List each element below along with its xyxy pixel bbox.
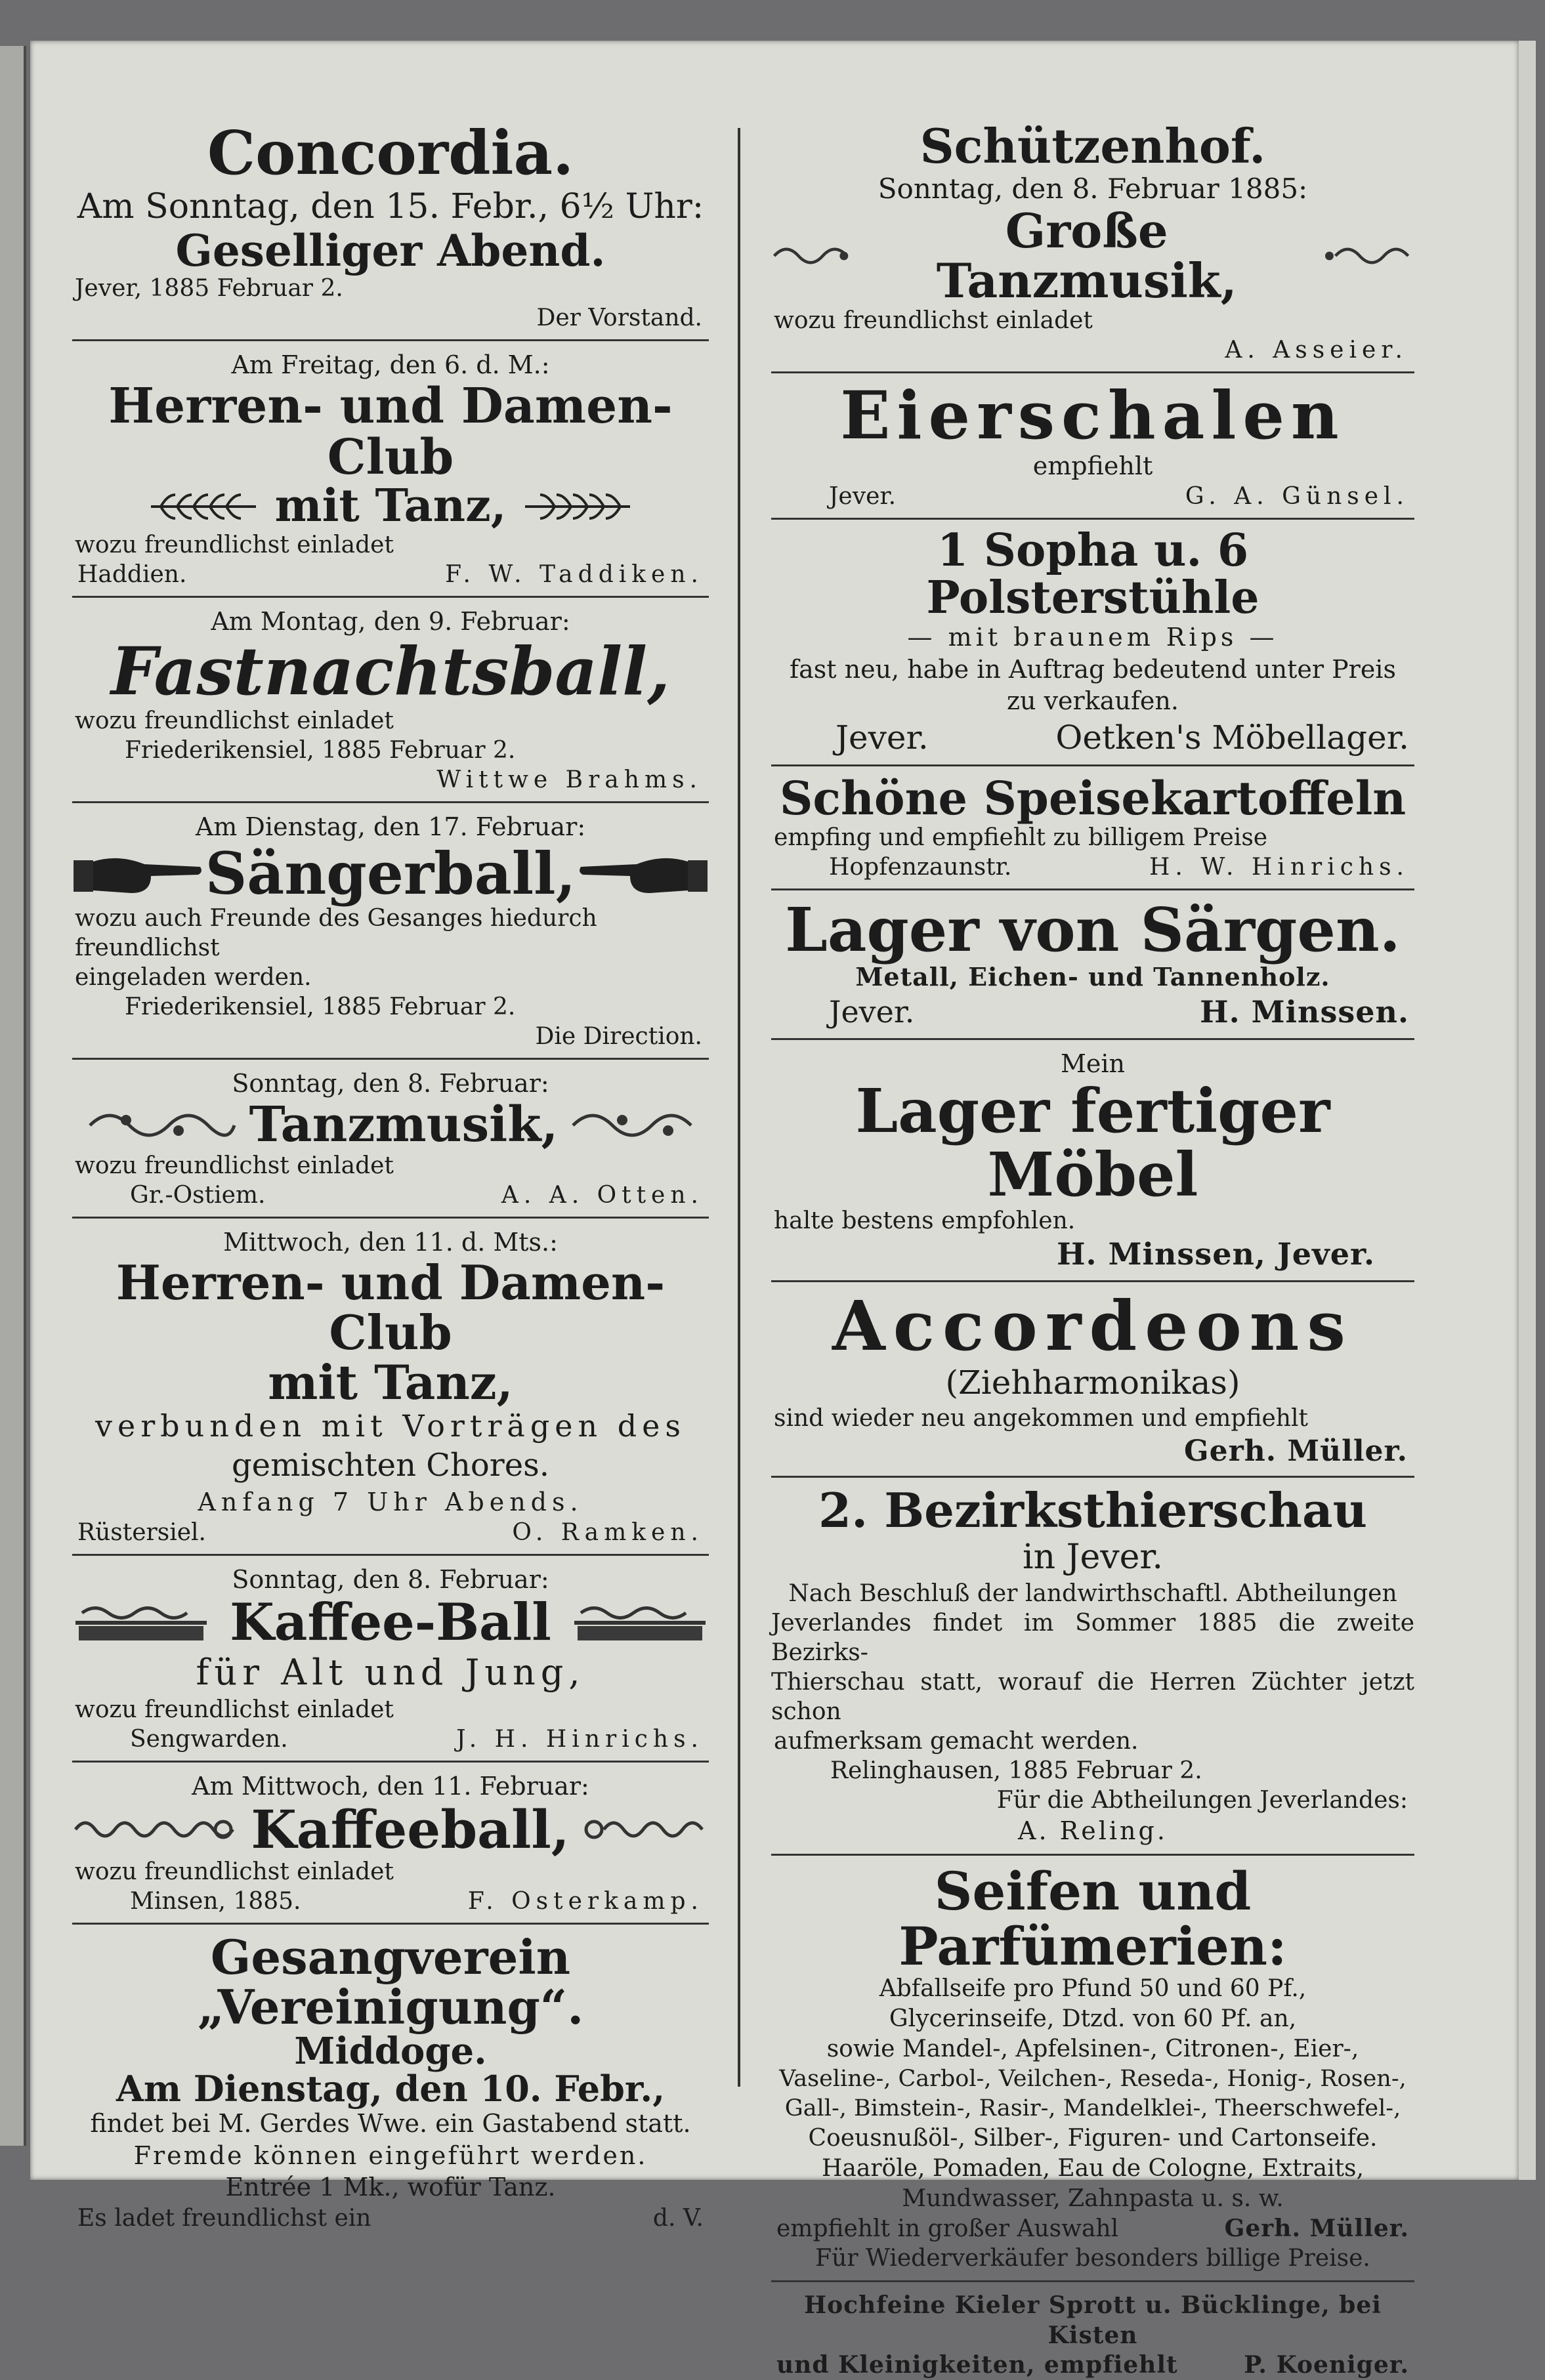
book-spine [0, 46, 26, 2146]
rule [72, 1923, 709, 1925]
ad-line: Glycerinseife, Dtzd. von 60 Pf. an, [889, 2005, 1297, 2032]
rule [771, 888, 1414, 890]
column-divider [738, 128, 740, 2087]
ad-text: Fremde können eingeführt werden. [133, 2140, 648, 2170]
ad-accordeons [771, 1285, 1414, 1469]
ad-event: Große Tanzmusik, [936, 203, 1237, 308]
rule [72, 1761, 709, 1763]
ad-date: Sonntag, den 8. Februar 1885: [878, 172, 1308, 205]
ad-text: eingeladen werden. [75, 964, 312, 992]
ad-title: Gesangverein „Vereinigung“. [197, 1929, 584, 2035]
ad-signature: H. Minssen. [1200, 994, 1409, 1030]
ad-line: Mundwasser, Zahnpasta u. s. w. [902, 2184, 1284, 2212]
ad-date: Am Dienstag, den 17. Februar: [195, 812, 586, 842]
ad-line: Vaseline-, Carbol-, Veilchen-, Reseda-, Honig-, Rosen-, [779, 2066, 1407, 2093]
rule [771, 2280, 1414, 2282]
ad-seifen [771, 1860, 1414, 2274]
ad-line: Für Wiederverkäufer besonders billige Preise. [815, 2244, 1370, 2272]
ad-text: findet bei M. Gerdes Wwe. ein Gastabend statt. [90, 2109, 691, 2139]
ad-text: Thierschau statt, worauf die Herren Züchter jetzt schon [771, 1669, 1414, 1726]
ad-sub: mit Tanz, [268, 1354, 513, 1410]
ad-title: Herren- und Damen-Club [116, 1255, 666, 1360]
ad-title: Kaffee-Ball [230, 1592, 551, 1652]
ad-place-date: Friederikensiel, 1885 Februar 2. [125, 737, 516, 764]
ad-fastnachtsball [72, 606, 709, 795]
ad-title: Kaffeeball, [251, 1799, 570, 1861]
ad-signature: A. A. Otten. [501, 1181, 704, 1209]
ad-eierschalen [771, 376, 1414, 512]
ad-title: Sängerball, [205, 839, 576, 908]
ad-signature: H. Minssen, Jever. [1057, 1236, 1375, 1272]
right-column [771, 118, 1414, 2380]
ad-text: aufmerksam gemacht werden. [774, 1728, 1139, 1755]
rule [771, 1280, 1414, 1282]
ad-invite: wozu freundlichst einladet [75, 1152, 394, 1179]
ad-sub: in Jever. [1022, 1537, 1164, 1577]
flourish-right-icon [570, 1106, 694, 1145]
ad-title: Lager fertiger Möbel [855, 1075, 1330, 1210]
ad-date: Am Montag, den 9. Februar: [211, 606, 570, 636]
ad-signature: F. W. Taddiken. [445, 560, 704, 588]
ad-line: empfiehlt in großer Auswahl [776, 2215, 1119, 2242]
ad-signature: J. H. Hinrichs. [456, 1725, 704, 1753]
rule [771, 371, 1414, 373]
ad-schuetzenhof [771, 118, 1414, 365]
rule [72, 801, 709, 803]
ad-kaffeeball [72, 1770, 709, 1917]
ad-place: Haddien. [77, 560, 187, 588]
ad-sub: (Ziehharmonikas) [945, 1364, 1240, 1402]
ad-signature: F. Osterkamp. [467, 1888, 704, 1915]
ad-speisekartoffeln [771, 771, 1414, 882]
ad-date: Am Freitag, den 6. d. M.: [231, 350, 550, 380]
rule [771, 1476, 1414, 1478]
ad-date: Sonntag, den 8. Februar: [232, 1565, 549, 1595]
ad-invite: wozu freundlichst einladet [75, 531, 394, 558]
ad-place: Jever. [829, 994, 915, 1030]
ad-invite: wozu freundlichst einladet [774, 306, 1093, 334]
page-edge [1516, 41, 1536, 2180]
rule [771, 764, 1414, 766]
ad-text: Es ladet freundlichst ein [77, 2204, 371, 2232]
ad-place-date: Jever, 1885 Februar 2. [75, 275, 343, 303]
ad-signature: Gerh. Müller. [1224, 2214, 1409, 2242]
ad-place: Minsen, 1885. [130, 1888, 301, 1915]
ad-text: empfing und empfiehlt zu billigem Preise [774, 824, 1268, 851]
ad-place: Rüstersiel. [77, 1519, 206, 1547]
ad-gesangverein [72, 1929, 709, 2233]
ad-title: Seifen und Parfümerien: [899, 1860, 1287, 1977]
ad-place: Hopfenzaunstr. [829, 853, 1012, 881]
ad-line: verbunden mit Vorträgen des [95, 1408, 687, 1444]
rule [771, 1854, 1414, 1856]
ad-text: fast neu, habe in Auftrag bedeutend unter Preis [790, 654, 1396, 684]
ad-club-haddien [72, 349, 709, 589]
scroll-left-icon [72, 1813, 243, 1846]
ad-text: wozu auch Freunde des Gesanges hiedurch freundlichst [75, 905, 597, 962]
rule [72, 339, 709, 341]
ad-signature: Gerh. Müller. [1184, 1434, 1408, 1469]
ad-text: Entrée 1 Mk., wofür Tanz. [225, 2173, 556, 2202]
ad-date: Am Dienstag, den 10. Febr., [116, 2068, 665, 2110]
ad-text: sind wieder neu angekommen und empfiehlt [774, 1405, 1308, 1432]
ad-title: Herren- und Damen-Club [108, 378, 673, 486]
rule [72, 1217, 709, 1219]
flourish-left-icon [771, 240, 856, 272]
ad-sub: — mit braunem Rips — [907, 622, 1279, 652]
ad-signature: Oetken's Möbellager. [1055, 718, 1409, 757]
ad-line: Anfang 7 Uhr Abends. [198, 1487, 583, 1516]
rule [771, 518, 1414, 520]
ad-text: zu verkaufen. [1007, 686, 1179, 716]
laurel-left-icon [148, 490, 259, 523]
ad-line: Coeusnußöl-, Silber-, Figuren- und Cartonseife. [808, 2124, 1378, 2152]
ad-sprott [771, 2290, 1414, 2380]
left-column [72, 117, 709, 2233]
ad-signature: O. Ramken. [512, 1519, 704, 1547]
ad-text: halte bestens empfohlen. [774, 1207, 1076, 1235]
ad-date: Am Mittwoch, den 11. Februar: [192, 1771, 589, 1801]
ad-place: Middoge. [294, 2029, 487, 2073]
ad-sub: Metall, Eichen- und Tannenholz. [855, 962, 1330, 992]
ad-place-date: Friederikensiel, 1885 Februar 2. [125, 993, 516, 1021]
ad-signature: H. W. Hinrichs. [1149, 853, 1409, 881]
ad-kaffee-ball [72, 1564, 709, 1754]
ad-line: Gall-, Bimstein-, Rasir-, Mandelklei-, Theerschwefel-, [784, 2095, 1401, 2121]
ad-sopha [771, 524, 1414, 758]
flourish-right-icon [1317, 240, 1414, 272]
ad-signature: A. Asseier. [1225, 336, 1408, 364]
ad-pre: Mein [1060, 1049, 1126, 1078]
ad-date: Am Sonntag, den 15. Febr., 6½ Uhr: [77, 186, 704, 226]
ad-place: Sengwarden. [130, 1725, 288, 1753]
ad-title: Concordia. [207, 117, 574, 188]
ad-title: Schützenhof. [920, 118, 1266, 174]
ad-text: Jeverlandes findet im Sommer 1885 die zweite Bezirks- [771, 1610, 1414, 1667]
rule [72, 596, 709, 598]
ad-sub: mit Tanz, [274, 480, 507, 533]
ad-signature: G. A. Günsel. [1185, 483, 1409, 511]
rule [72, 1554, 709, 1556]
ad-title: 2. Bezirksthierschau [818, 1482, 1367, 1539]
ad-title: Tanzmusik, [249, 1096, 559, 1154]
ad-club-ruestersiel [72, 1226, 709, 1547]
ad-title: 1 Sopha u. 6 Polsterstühle [926, 524, 1259, 624]
ad-signature: d. V. [652, 2204, 704, 2232]
ad-event: Geselliger Abend. [175, 225, 606, 277]
ad-signature: Die Direction. [535, 1023, 702, 1051]
ad-concordia [72, 117, 709, 333]
ornament-right-icon [571, 1600, 709, 1646]
laurel-right-icon [522, 490, 633, 523]
ad-place: Jever. [829, 483, 897, 511]
ad-text: Nach Beschluß der landwirthschaftl. Abtheilungen [788, 1580, 1397, 1608]
ad-date: Sonntag, den 8. Februar: [232, 1069, 549, 1098]
ad-title: Accordeons [832, 1285, 1353, 1366]
ad-tanzmusik [72, 1068, 709, 1209]
ad-saengerball [72, 811, 709, 1051]
ad-signature: P. Koeniger. [1244, 2351, 1409, 2379]
scroll-right-icon [578, 1813, 709, 1846]
ad-sub: empfiehlt [1032, 451, 1153, 480]
ad-invite: wozu freundlichst einladet [75, 707, 394, 735]
ad-line: Abfallseife pro Pfund 50 und 60 Pf., [879, 1974, 1307, 2002]
ad-signature: Der Vorstand. [536, 304, 702, 332]
ad-moebel [771, 1048, 1414, 1274]
ad-invite: wozu freundlichst einladet [75, 1858, 394, 1886]
ad-saerge [771, 894, 1414, 1032]
flourish-left-icon [87, 1106, 238, 1145]
ad-bezirksthierschau [771, 1482, 1414, 1847]
ad-title: Lager von Särgen. [785, 894, 1401, 965]
ad-line: Hochfeine Kieler Sprott u. Bücklinge, bei Kisten [804, 2291, 1382, 2350]
pointing-hand-left-icon [578, 847, 709, 900]
pointing-hand-right-icon [72, 847, 203, 900]
ad-line: sowie Mandel-, Apfelsinen-, Citronen-, Eier-, [826, 2035, 1359, 2062]
rule [771, 1038, 1414, 1040]
ad-place-date: Relinghausen, 1885 Februar 2. [830, 1757, 1202, 1785]
ad-line: Haaröle, Pomaden, Eau de Cologne, Extraits, [822, 2154, 1364, 2182]
ad-signature: Wittwe Brahms. [436, 766, 702, 794]
ad-sub: für Alt und Jung, [196, 1651, 585, 1693]
rule [72, 1058, 709, 1060]
ad-for: Für die Abtheilungen Jeverlandes: [996, 1787, 1408, 1814]
ad-place: Gr.-Ostiem. [130, 1181, 266, 1209]
ad-line: gemischten Chores. [231, 1447, 550, 1484]
ornament-left-icon [72, 1600, 210, 1646]
ad-place: Jever. [836, 718, 929, 757]
ad-line: und Kleinigkeiten, empfiehlt [776, 2351, 1178, 2379]
ad-date: Mittwoch, den 11. d. Mts.: [223, 1227, 558, 1257]
ad-title: Fastnachtsball, [111, 633, 670, 711]
ad-title: Eierschalen [840, 376, 1345, 454]
ad-invite: wozu freundlichst einladet [75, 1696, 394, 1723]
ad-title: Schöne Speisekartoffeln [779, 771, 1407, 826]
ad-signature: A. Reling. [1018, 1816, 1168, 1846]
